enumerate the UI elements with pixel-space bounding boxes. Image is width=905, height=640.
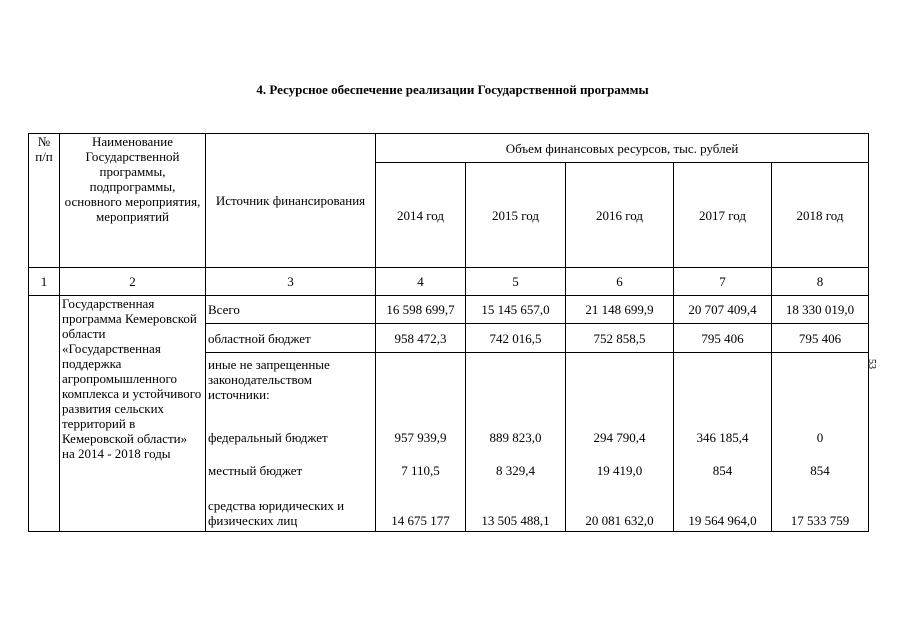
- value-cell: 795 406: [772, 324, 869, 353]
- column-number: 8: [772, 268, 869, 296]
- column-number: 3: [206, 268, 376, 296]
- value-cell: 294 790,4: [593, 430, 646, 445]
- value-cell: 14 675 177: [391, 513, 450, 528]
- value-cell: 0: [816, 430, 824, 445]
- column-number: 5: [466, 268, 566, 296]
- program-name: Государственная программа Кемеровской области «Государственная поддержка агропромышленного комплекса и устойчивого развития сельских территорий в Кемеровской области» на 2014 - 2018 годы: [60, 296, 206, 532]
- value-column-2016: [566, 353, 674, 532]
- value-cell: 19 419,0: [596, 463, 643, 478]
- value-cell: 19 564 964,0: [688, 513, 757, 528]
- source-local: местный бюджет: [208, 463, 303, 478]
- value-cell: 13 505 488,1: [481, 513, 550, 528]
- header-year-2017: 2017 год: [674, 163, 772, 268]
- value-cell: 854: [712, 463, 733, 478]
- value-cell: 7 110,5: [401, 463, 440, 478]
- value-cell: 346 185,4: [696, 430, 749, 445]
- program-num: [29, 296, 60, 532]
- section-title: 4. Ресурсное обеспечение реализации Государственной программы: [256, 82, 649, 97]
- column-number-row: [29, 268, 869, 296]
- value-cell: 21 148 699,9: [566, 296, 674, 324]
- header-year-2015: 2015 год: [466, 163, 566, 268]
- source-legal-persons: средства юридических и физических лиц: [208, 498, 345, 528]
- value-cell: 17 533 759: [790, 513, 850, 528]
- value-cell: 854: [810, 463, 830, 478]
- value-cell: 20 081 632,0: [585, 513, 654, 528]
- source-total: Всего: [206, 296, 376, 324]
- column-number: 7: [674, 268, 772, 296]
- column-number: 1: [29, 268, 60, 296]
- other-sources-heading: иные не запрещенные законодательством источники:: [208, 357, 330, 402]
- source-regional: областной бюджет: [206, 324, 376, 353]
- source-federal: федеральный бюджет: [208, 430, 328, 445]
- value-cell: 16 598 699,7: [376, 296, 466, 324]
- column-number: 4: [376, 268, 466, 296]
- value-column-2014: [376, 353, 466, 532]
- value-cell: 15 145 657,0: [466, 296, 566, 324]
- page-number: 53: [866, 359, 877, 369]
- value-cell: 752 858,5: [566, 324, 674, 353]
- header-name: Наименование Государственной программы, подпрограммы, основного мероприятия, мероприятий: [60, 134, 206, 268]
- value-cell: 18 330 019,0: [772, 296, 869, 324]
- column-number: 6: [566, 268, 674, 296]
- resource-table: [28, 133, 869, 532]
- value-cell: 889 823,0: [489, 430, 542, 445]
- value-column-2015: [466, 353, 566, 532]
- value-cell: 742 016,5: [466, 324, 566, 353]
- value-cell: 8 329,4: [496, 463, 535, 478]
- header-source: Источник финансирования: [206, 134, 376, 268]
- header-finance: Объем финансовых ресурсов, тыс. рублей: [376, 134, 869, 163]
- column-number: 2: [60, 268, 206, 296]
- header-num: № п/п: [29, 134, 60, 268]
- value-column-2017: [674, 353, 772, 532]
- value-cell: 795 406: [674, 324, 772, 353]
- header-year-2018: 2018 год: [772, 163, 869, 268]
- other-sources-cell: [206, 353, 376, 532]
- value-column-2018: [772, 353, 869, 532]
- header-year-2014: 2014 год: [376, 163, 466, 268]
- table-row-total: [29, 296, 869, 324]
- value-cell: 958 472,3: [376, 324, 466, 353]
- value-cell: 957 939,9: [394, 430, 447, 445]
- value-cell: 20 707 409,4: [674, 296, 772, 324]
- header-year-2016: 2016 год: [566, 163, 674, 268]
